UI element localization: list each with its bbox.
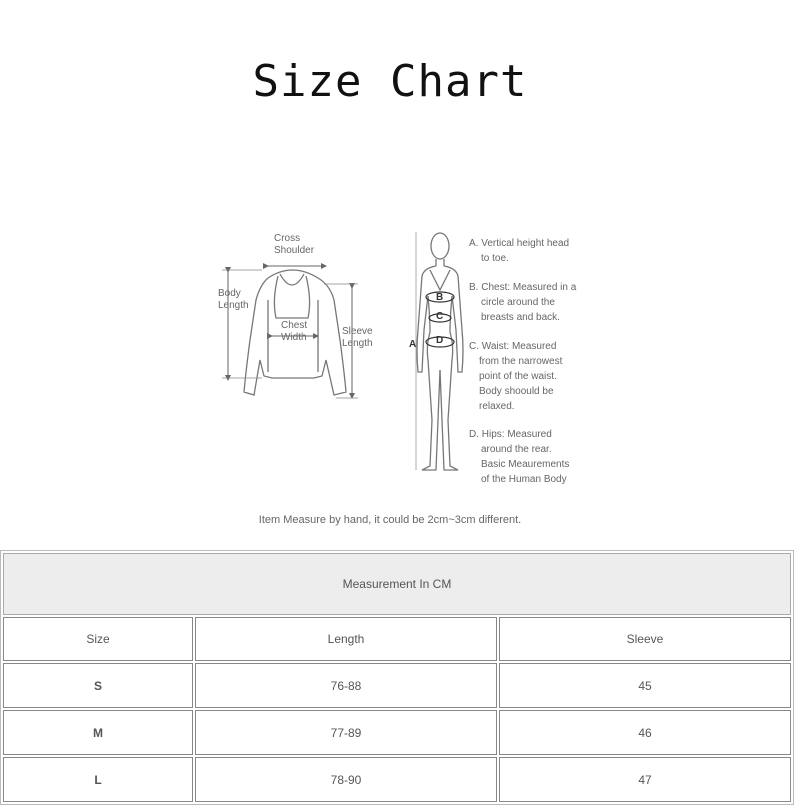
label-line: Length — [218, 300, 249, 311]
note-d — [469, 427, 569, 487]
cell-length: 76-88 — [195, 663, 497, 708]
marker-b: B — [436, 292, 444, 303]
label-line: Cross — [274, 233, 301, 244]
label-line: Sleeve — [342, 326, 373, 337]
sleeve-length-label — [342, 326, 373, 350]
note-line: A. Vertical height head — [469, 238, 570, 249]
note-c — [469, 339, 562, 414]
table-row — [3, 710, 791, 755]
cross-shoulder-label — [274, 233, 314, 257]
table-caption: Measurement In CM — [3, 553, 791, 615]
label-line: Length — [342, 338, 373, 349]
note-line: D. Hips: Measured — [469, 429, 552, 440]
note-b — [469, 280, 576, 325]
table-header-row — [3, 617, 791, 661]
marker-c: C — [436, 311, 444, 322]
cell-size: M — [3, 710, 193, 755]
note-line: of the Human Body — [481, 474, 567, 485]
note-line: to toe. — [481, 253, 509, 264]
note-line: point of the waist. — [479, 371, 557, 382]
cell-sleeve: 45 — [499, 663, 791, 708]
page-title: Size Chart — [252, 56, 528, 107]
label-line: Width — [281, 332, 307, 343]
cell-size: S — [3, 663, 193, 708]
label-line: Chest — [281, 320, 308, 331]
marker-d: D — [436, 335, 444, 346]
measurement-footnote: Item Measure by hand, it could be 2cm~3cm different. — [258, 514, 522, 526]
header-sleeve: Sleeve — [499, 617, 791, 661]
note-a — [469, 236, 569, 266]
table-row — [3, 663, 791, 708]
cell-length: 78-90 — [195, 757, 497, 802]
cell-sleeve: 47 — [499, 757, 791, 802]
note-line: around the rear. — [481, 444, 552, 455]
marker-a: A — [409, 339, 417, 350]
label-line: Shoulder — [274, 245, 315, 256]
note-line: from the narrowest — [479, 356, 563, 367]
note-line: C. Waist: Measured — [469, 341, 557, 352]
header-size: Size — [3, 617, 193, 661]
note-line: B. Chest: Measured in a — [469, 282, 577, 293]
body-length-label — [218, 288, 249, 312]
cell-length: 77-89 — [195, 710, 497, 755]
chest-width-label — [281, 320, 307, 344]
note-line: relaxed. — [479, 401, 515, 412]
note-line: Body shoould be — [479, 386, 554, 397]
cell-size: L — [3, 757, 193, 802]
label-line: Body — [218, 288, 241, 299]
size-table — [0, 550, 794, 805]
table-row — [3, 757, 791, 802]
note-line: breasts and back. — [481, 312, 560, 323]
note-line: Basic Meaurements — [481, 459, 570, 470]
cell-sleeve: 46 — [499, 710, 791, 755]
header-length: Length — [195, 617, 497, 661]
note-line: circle around the — [481, 297, 555, 308]
body-figure — [417, 233, 463, 470]
